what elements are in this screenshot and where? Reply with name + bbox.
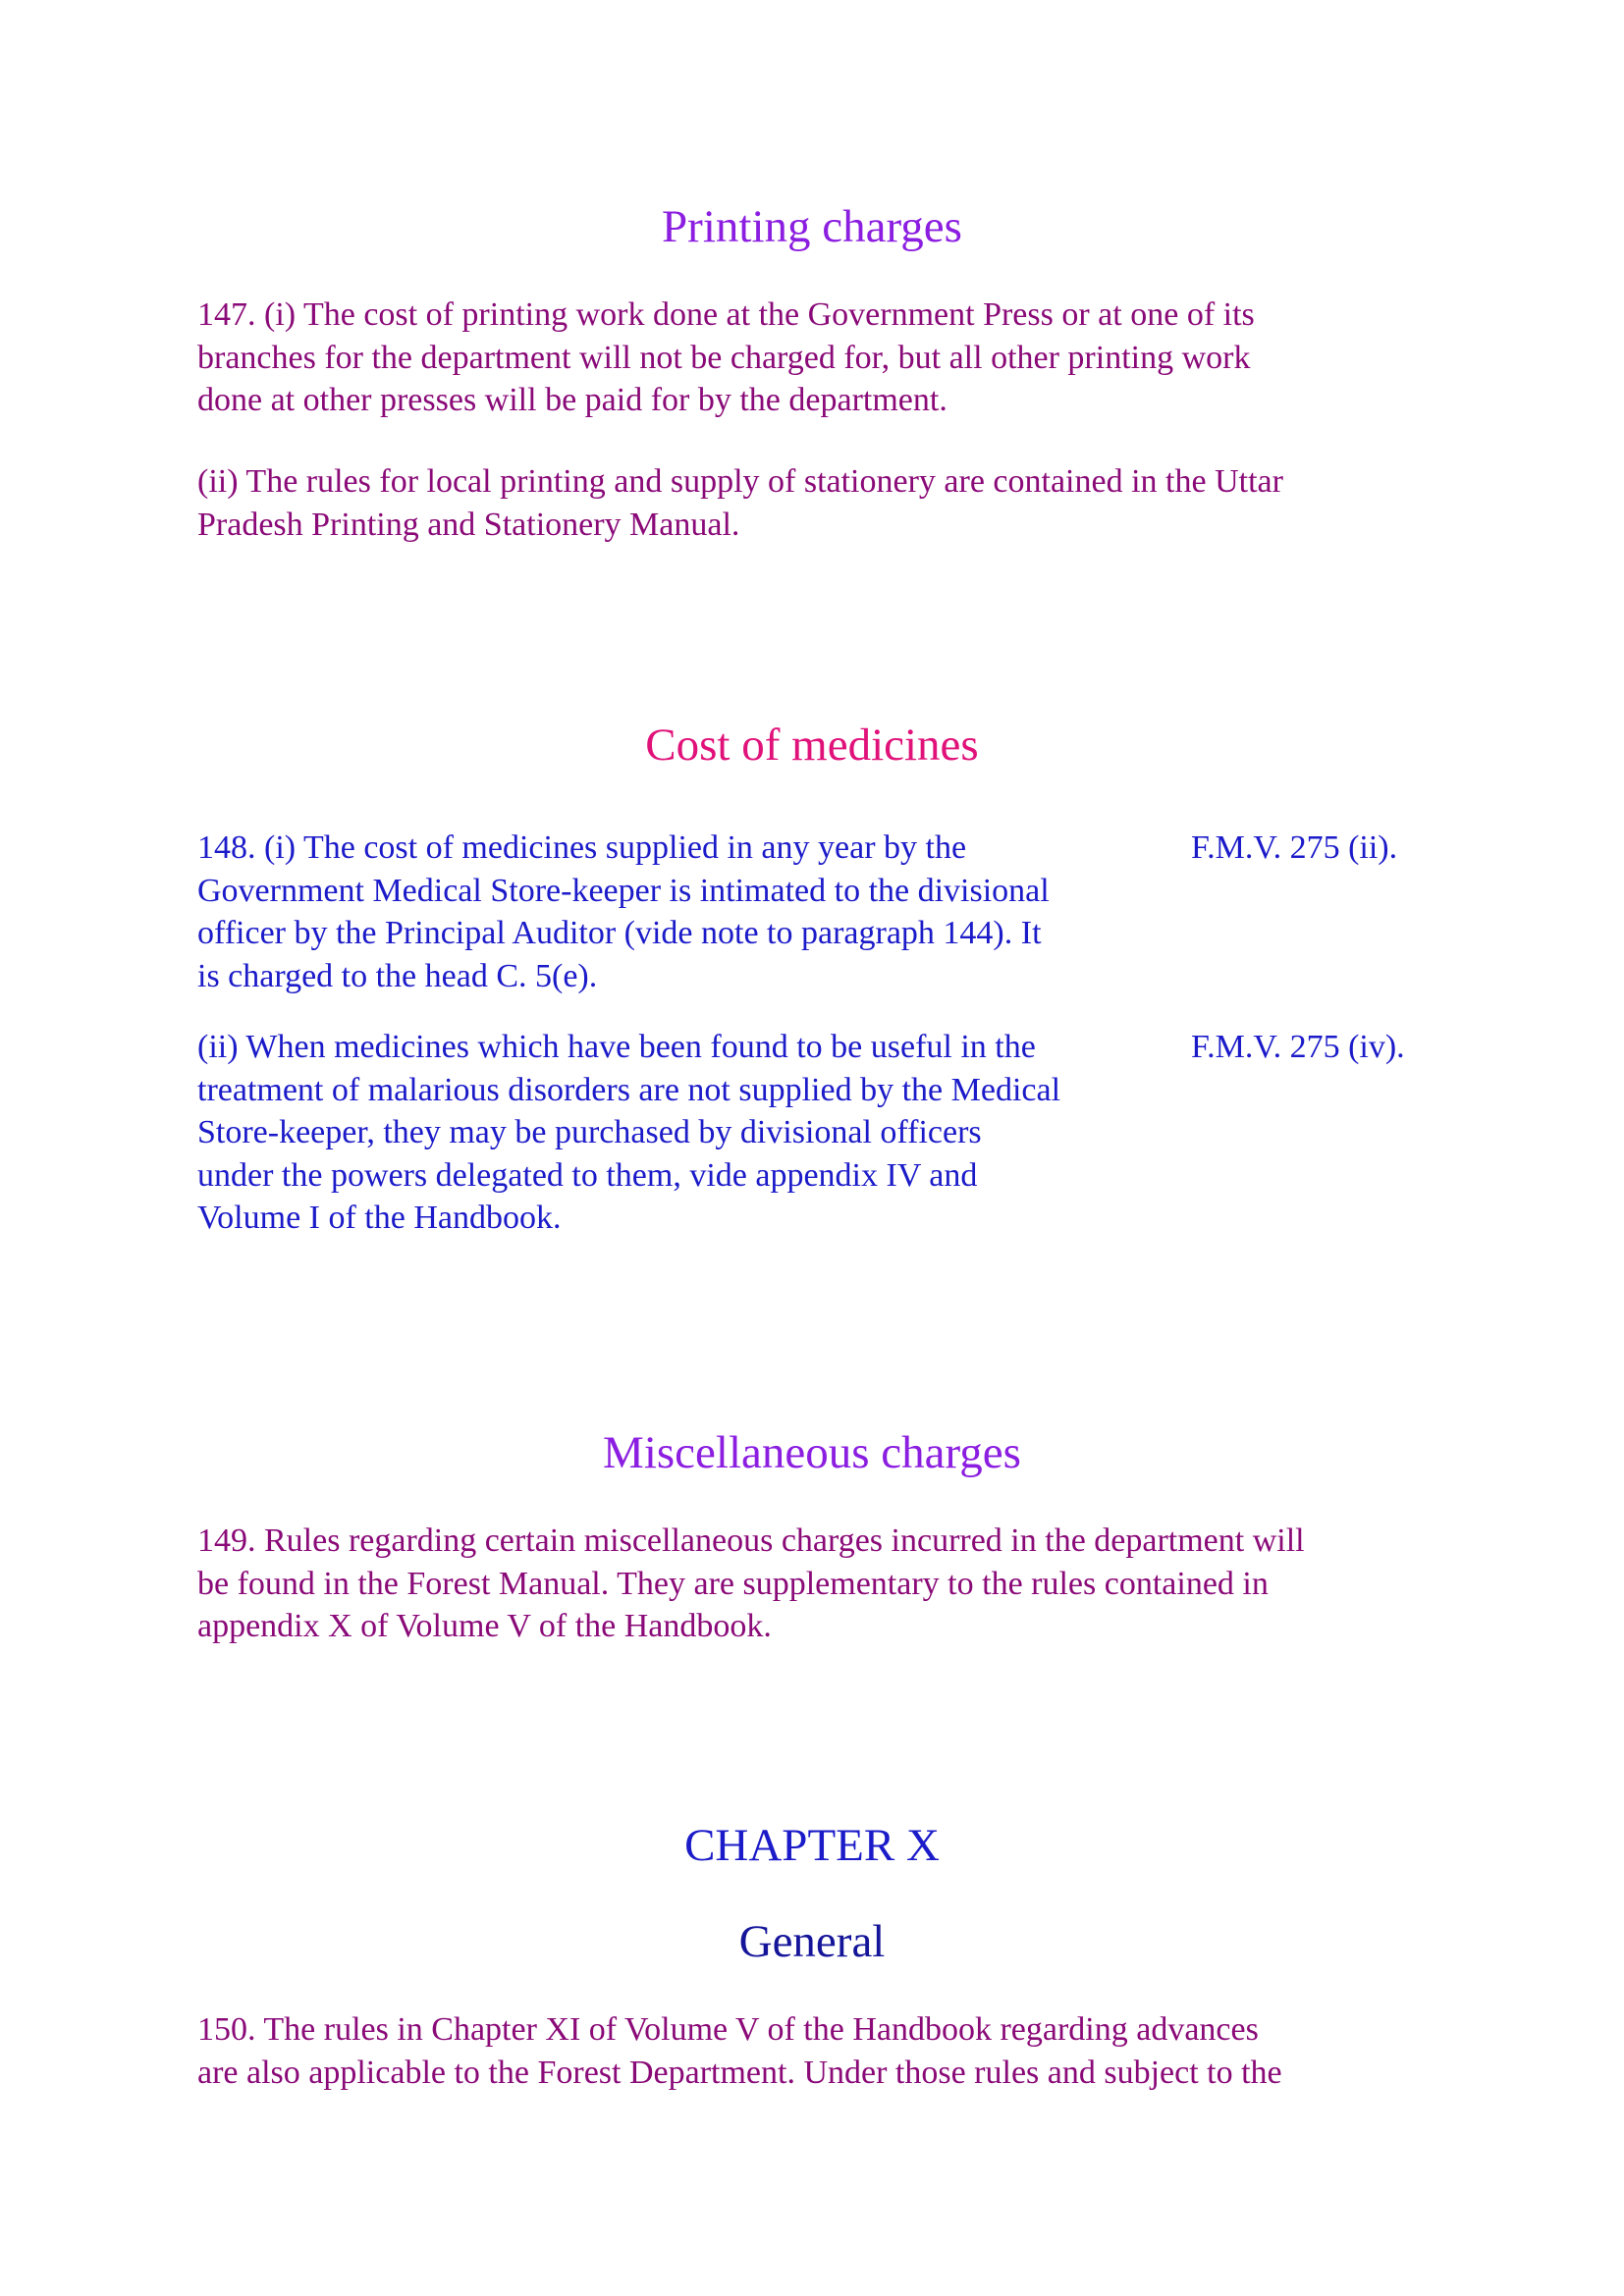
text-line: (ii) When medicines which have been found to be useful in the: [197, 1029, 1036, 1065]
text-line: 150. The rules in Chapter XI of Volume V of the Handbook regarding advances: [197, 2011, 1259, 2048]
text-line: treatment of malarious disorders are not supplied by the Medical: [197, 1071, 1061, 1108]
section-title-cost-of-medicines: Cost of medicines: [645, 720, 979, 771]
paragraph-148-ii: [197, 1026, 1060, 1240]
section-title-miscellaneous-charges: Miscellaneous charges: [603, 1427, 1021, 1478]
text-line: Government Medical Store-keeper is intimated to the divisional: [197, 872, 1050, 909]
marginal-reference-148-i: F.M.V. 275 (ii).: [1191, 829, 1398, 866]
paragraph-149: [197, 1520, 1305, 1648]
paragraph-150: [197, 2008, 1282, 2094]
text-line: is charged to the head C. 5(e).: [197, 957, 598, 994]
chapter-title: CHAPTER X: [684, 1820, 940, 1871]
text-line: Pradesh Printing and Stationery Manual.: [197, 506, 740, 543]
text-line: branches for the department will not be charged for, but all other printing work: [197, 339, 1251, 376]
paragraph-147-i: [197, 294, 1255, 422]
text-line: done at other presses will be paid for by the department.: [197, 382, 947, 418]
text-line: 148. (i) The cost of medicines supplied in any year by the: [197, 829, 967, 866]
section-title-general: General: [738, 1916, 886, 1967]
text-line: Store-keeper, they may be purchased by divisional officers: [197, 1114, 982, 1150]
paragraph-147-ii: [197, 460, 1283, 546]
text-line: officer by the Principal Auditor (vide note to paragraph 144). It: [197, 915, 1042, 951]
text-line: are also applicable to the Forest Department. Under those rules and subject to the: [197, 2054, 1282, 2091]
text-line: Volume I of the Handbook.: [197, 1200, 562, 1236]
text-line: be found in the Forest Manual. They are supplementary to the rules contained in: [197, 1565, 1269, 1602]
paragraph-148-i: [197, 827, 1050, 997]
text-line: (ii) The rules for local printing and supply of stationery are contained in the Uttar: [197, 463, 1283, 500]
text-line: appendix X of Volume V of the Handbook.: [197, 1608, 772, 1644]
marginal-reference-148-ii: F.M.V. 275 (iv).: [1191, 1029, 1405, 1065]
section-title-printing-charges: Printing charges: [662, 201, 962, 252]
text-line: under the powers delegated to them, vide appendix IV and: [197, 1156, 978, 1194]
text-line: 147. (i) The cost of printing work done at the Government Press or at one of its: [197, 296, 1255, 333]
text-line: 149. Rules regarding certain miscellaneous charges incurred in the department will: [197, 1522, 1305, 1559]
